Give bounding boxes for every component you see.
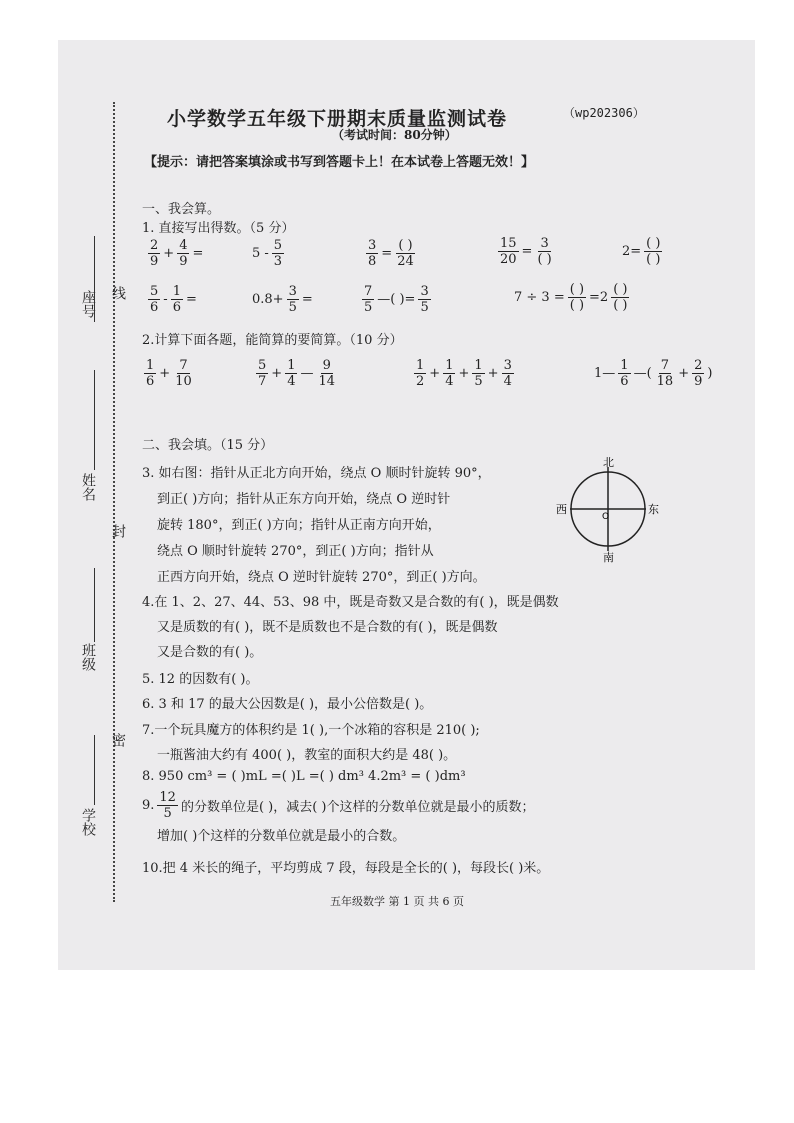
q4-line-1: 4.在 1、2、27、44、53、98 中，既是奇数又是合数的有( )，既是偶数	[142, 595, 559, 610]
q9-line-2: 增加( )个这样的分数单位就是最小的合数。	[157, 829, 406, 844]
q1-item-g: $\frac{5}{6}$ - $\frac{1}{6}$ =	[150, 284, 197, 315]
q9-line-1: 9. $\frac{12}{5}$ 的分数单位是( )，减去( )个这样的分数单位就是最小的质数；	[142, 790, 535, 821]
q1-item-b: 5 - $\frac{5}{3}$	[252, 238, 283, 269]
q7-line-2: 一瓶酱油大约有 400( )，教室的面积大约是 48( )。	[157, 748, 457, 763]
school-underline	[94, 735, 95, 805]
q1-item-c: $\frac{3}{8}$ = $\frac{( )}{24}$	[368, 238, 414, 269]
compass-west: 西	[556, 503, 567, 516]
section1-heading: 一、我会算。	[142, 202, 221, 217]
compass-east: 东	[648, 503, 659, 516]
answer-notice: 【提示：请把答案填涂或书写到答题卡上！在本试卷上答题无效！】	[144, 155, 535, 170]
seat-underline	[94, 236, 95, 322]
q3-line-3: 旋转 180°，到正( )方向；指针从正南方向开始，	[157, 518, 441, 533]
q2-item-b: $\frac{5}{7}$ + $\frac{1}{4}$ — $\frac{9}{14}$	[258, 358, 336, 389]
compass-south: 南	[603, 551, 614, 564]
q1-item-e: 2= $\frac{( )}{( )}$	[622, 236, 661, 267]
exam-time: （考试时间：80分钟）	[332, 128, 457, 142]
line-label: 线	[110, 286, 126, 300]
q2-item-d: 1— $\frac{1}{6}$ —( $\frac{7}{18}$ + $\frac{2}{9}$ )	[594, 358, 713, 389]
q1-item-i: $\frac{7}{5}$ —( )= $\frac{3}{5}$	[364, 284, 429, 315]
q2-instruction: 2.计算下面各题，能简算的要简算。（10 分）	[142, 333, 403, 348]
q7-line-1: 7.一个玩具魔方的体积约是 1( ),一个冰箱的容积是 210( );	[142, 723, 480, 738]
q3-line-1: 3. 如右图：指针从正北方向开始，绕点 O 顺时针旋转 90°，	[142, 466, 491, 481]
class-label: 班级	[80, 643, 96, 671]
q2-item-a: $\frac{1}{6}$ + $\frac{7}{10}$	[146, 358, 192, 389]
q6-text: 6. 3 和 17 的最大公因数是( )，最小公倍数是( )。	[142, 697, 433, 712]
q1-item-a: $\frac{2}{9}$ + $\frac{4}{9}$ =	[150, 238, 204, 269]
compass-north: 北	[603, 456, 614, 469]
q4-line-2: 又是质数的有( )，既不是质数也不是合数的有( )，既是偶数	[157, 620, 498, 635]
q1-item-d: $\frac{15}{20}$ = $\frac{3}{( )}$	[500, 236, 552, 267]
q8-text: 8. 950 cm³ = ( )mL =( )L =( ) dm³ 4.2m³ = ( )dm³	[142, 769, 466, 784]
q1-item-j: 7 ÷ 3 = $\frac{( )}{( )}$ =2 $\frac{( )}{( )}$	[514, 282, 628, 313]
class-underline	[94, 568, 95, 642]
q1-item-h: 0.8+ $\frac{3}{5}$ =	[252, 284, 313, 315]
q3-line-2: 到正( )方向；指针从正东方向开始，绕点 O 逆时针	[157, 492, 451, 507]
q5-text: 5. 12 的因数有( )。	[142, 672, 259, 687]
q1-instruction: 1. 直接写出得数。（5 分）	[142, 221, 295, 236]
name-underline	[94, 370, 95, 470]
section2-heading: 二、我会填。（15 分）	[142, 438, 274, 453]
q10-text: 10.把 4 米长的绳子，平均剪成 7 段，每段是全长的( )，每段长( )米。	[142, 861, 550, 876]
q3-line-4: 绕点 O 顺时针旋转 270°，到正( )方向；指针从	[157, 544, 434, 559]
q2-item-c: $\frac{1}{2}$ + $\frac{1}{4}$ + $\frac{1}{5}$ + $\frac{3}{4}$	[416, 358, 512, 389]
name-label: 姓名	[80, 473, 96, 501]
q4-line-3: 又是合数的有( )。	[157, 645, 263, 660]
seal-label: 封	[110, 524, 126, 538]
compass-diagram	[550, 455, 670, 565]
page-footer: 五年级数学 第 1 页 共 6 页	[330, 895, 464, 908]
seat-label: 座号	[80, 290, 96, 318]
compass-origin: O	[602, 512, 610, 522]
binding-dotted-line	[113, 102, 115, 902]
school-label: 学校	[80, 808, 96, 836]
secret-label: 密	[110, 733, 126, 747]
exam-title: 小学数学五年级下册期末质量监测试卷	[167, 108, 508, 130]
q3-line-5: 正西方向开始，绕点 O 逆时针旋转 270°，到正( )方向。	[157, 570, 486, 585]
exam-code: （wp202306）	[563, 106, 645, 120]
